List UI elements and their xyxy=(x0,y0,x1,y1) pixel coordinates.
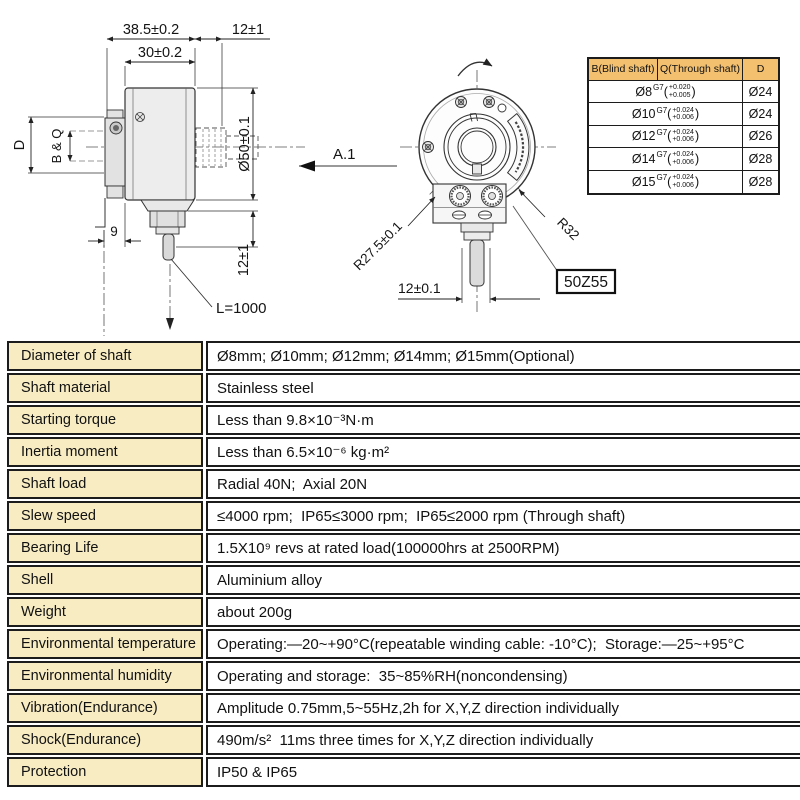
gland-collar xyxy=(156,227,179,234)
fit-bore-value: Ø28 xyxy=(748,174,773,189)
spec-label: Protection xyxy=(7,757,203,787)
spec-label: Diameter of shaft xyxy=(7,341,203,371)
spec-value: Operating and storage: 35~85%RH(noncondensing) xyxy=(206,661,800,691)
spec-label: Bearing Life xyxy=(7,533,203,563)
table-row xyxy=(7,661,800,691)
model-label: 50Z55 xyxy=(564,274,608,291)
mounting-screw xyxy=(456,97,467,108)
fit-shaft-value: Ø15 $^{G7}$ ( +0.024 +0.006 ) xyxy=(589,171,743,193)
spec-label: Starting torque xyxy=(7,405,203,435)
spec-label: Environmental temperature xyxy=(7,629,203,659)
dim-cable-width: 12±0.1 xyxy=(398,280,441,296)
spec-label: Vibration(Endurance) xyxy=(7,693,203,723)
spec-table xyxy=(7,341,800,789)
table-row xyxy=(7,757,800,787)
fit-shaft-value: Ø10 $^{G7}$ ( +0.024 +0.006 ) xyxy=(589,103,743,124)
table-row xyxy=(7,341,800,371)
mounting-screw xyxy=(484,97,495,108)
spec-value: Amplitude 0.75mm,5~55Hz,2h for X,Y,Z direction individually xyxy=(206,693,800,723)
spec-label: Weight xyxy=(7,597,203,627)
table-row xyxy=(7,469,800,499)
flange-tab-top xyxy=(107,110,123,118)
spec-value: Stainless steel xyxy=(206,373,800,403)
spec-label: Slew speed xyxy=(7,501,203,531)
rotation-arrow xyxy=(458,62,492,76)
front-view xyxy=(351,62,615,312)
shaft-fit-table xyxy=(587,57,780,195)
spec-value: Less than 6.5×10⁻⁶ kg·m² xyxy=(206,437,800,467)
label-bore: B & Q xyxy=(49,128,64,164)
spec-value: ≤4000 rpm; IP65≤3000 rpm; IP65≤2000 rpm (Through shaft) xyxy=(206,501,800,531)
spec-label: Shaft material xyxy=(7,373,203,403)
encoder-body xyxy=(125,88,195,200)
front-cable xyxy=(470,240,484,286)
radius-leader-r32 xyxy=(519,190,545,217)
dim-shaft-length: 12±1 xyxy=(231,22,265,38)
spec-value: about 200g xyxy=(206,597,800,627)
fit-table-row xyxy=(589,103,778,125)
fit-table-header xyxy=(589,59,778,81)
spec-value: 490m/s² 11ms three times for X,Y,Z direction individually xyxy=(206,725,800,755)
fit-bore-value: Ø26 xyxy=(748,129,773,144)
cable-leader xyxy=(171,259,212,307)
fit-table-row xyxy=(589,148,778,170)
mounting-bracket xyxy=(95,198,105,227)
fit-bore-value: Ø28 xyxy=(748,151,773,166)
spec-value: Ø8mm; Ø10mm; Ø12mm; Ø14mm; Ø15mm(Optional) xyxy=(206,341,800,371)
table-row xyxy=(7,725,800,755)
hidden-spline xyxy=(196,128,226,167)
spec-label: Shaft load xyxy=(7,469,203,499)
spec-value: Aluminium alloy xyxy=(206,565,800,595)
dim-overall-width: 38.5±0.2 xyxy=(122,22,180,38)
table-row xyxy=(7,533,800,563)
body-taper xyxy=(141,200,194,211)
spec-value: Less than 9.8×10⁻³N·m xyxy=(206,405,800,435)
fit-header-cell: Q(Through shaft) xyxy=(658,59,743,80)
fit-shaft-value: Ø8 $^{G7}$ ( +0.020 +0.005 ) xyxy=(589,81,743,102)
front-gland-nut xyxy=(461,223,493,232)
dim-body-diameter: Ø50±0.1 xyxy=(237,116,253,172)
spec-value: Radial 40N; Axial 20N xyxy=(206,469,800,499)
mounting-screw xyxy=(423,142,434,153)
fit-table-row xyxy=(589,126,778,148)
table-row xyxy=(7,597,800,627)
clamp-screw-center xyxy=(113,125,119,131)
cable-gland-nut xyxy=(150,211,185,227)
fit-table-row xyxy=(589,171,778,193)
dim-gland-length: 12±1 xyxy=(236,243,252,277)
view-arrowhead xyxy=(299,161,315,172)
label-flange-diameter: D xyxy=(12,139,28,151)
view-arrow-label: A.1 xyxy=(333,146,356,163)
fit-bore-value: Ø24 xyxy=(748,84,773,99)
table-row xyxy=(7,693,800,723)
fit-shaft-value: Ø12 $^{G7}$ ( +0.024 +0.006 ) xyxy=(589,126,743,147)
radius-leader-r275 xyxy=(408,197,435,226)
spec-label: Shell xyxy=(7,565,203,595)
down-arrow xyxy=(166,318,174,330)
pin-hole xyxy=(498,104,506,112)
spec-value: Operating:—20~+90°C(repeatable winding cable: -10°C); Storage:—25~+95°C xyxy=(206,629,800,659)
table-row xyxy=(7,373,800,403)
fit-table-rows xyxy=(589,81,778,193)
table-row xyxy=(7,565,800,595)
dim-mounting-radius: R27.5±0.1 xyxy=(350,218,406,274)
front-gland-collar xyxy=(464,232,490,240)
dim-cable-length: L=1000 xyxy=(216,300,267,317)
spec-label: Inertia moment xyxy=(7,437,203,467)
model-leader xyxy=(513,206,558,272)
flange-tab-bottom xyxy=(107,186,123,198)
fit-bore-value: Ø24 xyxy=(748,107,773,122)
hidden-spline-teeth xyxy=(203,129,221,166)
dim-bracket-offset: 9 xyxy=(110,224,118,239)
dim-body-radius: R32 xyxy=(554,214,583,243)
table-row xyxy=(7,437,800,467)
table-row xyxy=(7,629,800,659)
fit-header-cell: B(Blind shaft) xyxy=(589,59,658,80)
extension-lines xyxy=(28,43,490,303)
spec-value: IP50 & IP65 xyxy=(206,757,800,787)
fit-header-cell: D xyxy=(743,59,778,80)
fit-shaft-value: Ø14 $^{G7}$ ( +0.024 +0.006 ) xyxy=(589,148,743,169)
dim-body-width: 30±0.2 xyxy=(137,45,183,61)
table-row xyxy=(7,405,800,435)
spec-label: Environmental humidity xyxy=(7,661,203,691)
clamp-screw-notch xyxy=(473,164,482,174)
spec-label: Shock(Endurance) xyxy=(7,725,203,755)
fit-table-row xyxy=(589,81,778,103)
table-row xyxy=(7,501,800,531)
spec-value: 1.5X10⁹ revs at rated load(100000hrs at 2500RPM) xyxy=(206,533,800,563)
cable xyxy=(163,234,174,260)
